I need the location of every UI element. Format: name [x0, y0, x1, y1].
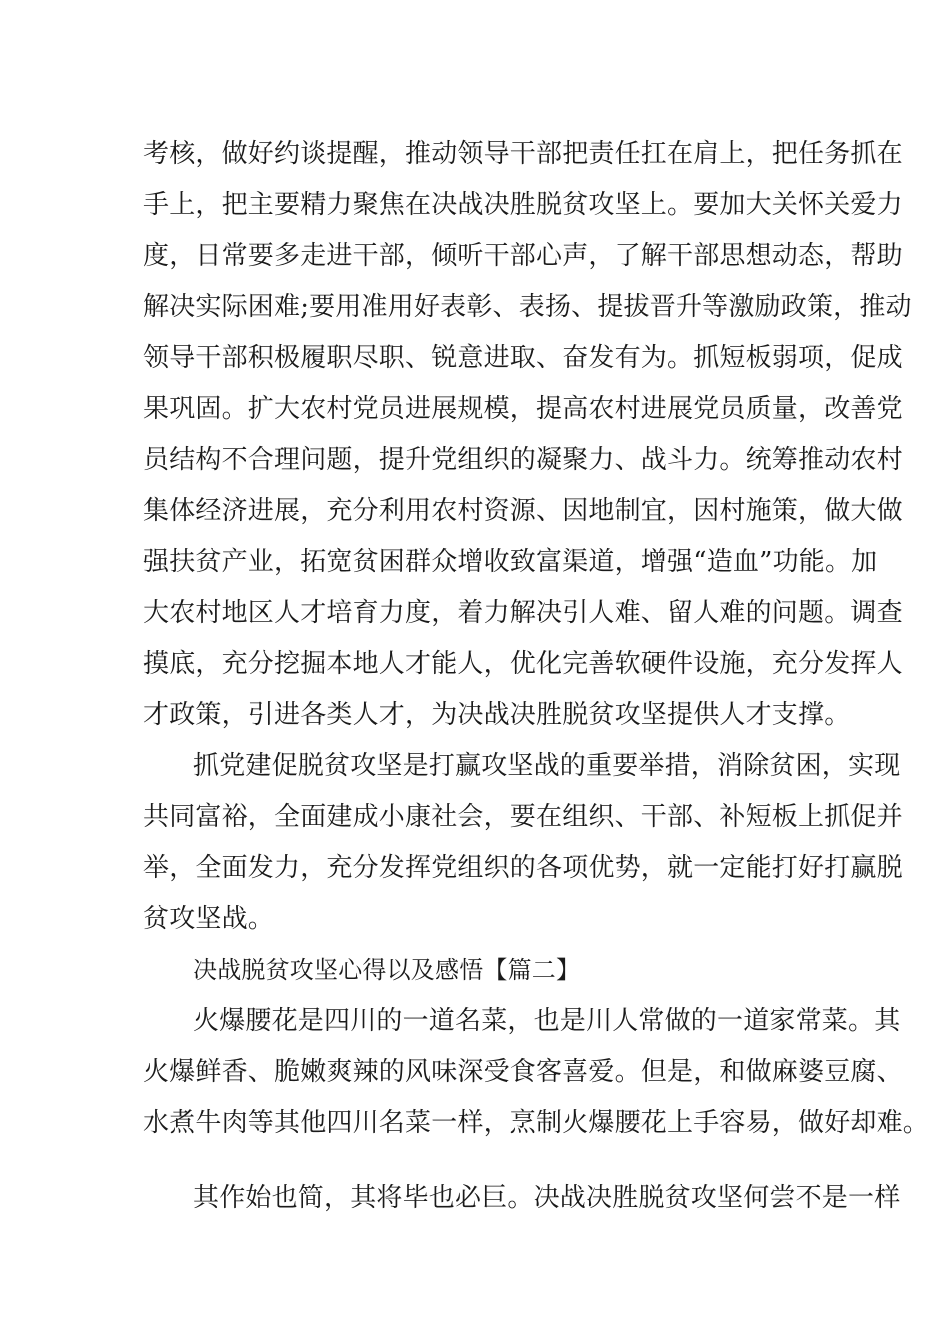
- section-heading: 决战脱贫攻坚心得以及感悟【篇二】: [193, 956, 581, 984]
- body-text-line: 摸底，充分挖掘本地人才能人，优化完善软硬件设施，充分发挥人: [143, 649, 903, 679]
- body-text-line: 手上，把主要精力聚焦在决战决胜脱贫攻坚上。要加大关怀关爱力: [143, 190, 903, 220]
- body-text-line: 员结构不合理问题，提升党组织的凝聚力、战斗力。统筹推动农村: [143, 445, 903, 475]
- body-text-line: 举，全面发力，充分发挥党组织的各项优势，就一定能打好打赢脱: [143, 853, 903, 883]
- body-text-line: 考核，做好约谈提醒，推动领导干部把责任扛在肩上，把任务抓在: [143, 139, 903, 169]
- body-text-line: 水煮牛肉等其他四川名菜一样，烹制火爆腰花上手容易，做好却难。: [143, 1108, 930, 1138]
- body-text-line: 共同富裕，全面建成小康社会，要在组织、干部、补短板上抓促并: [143, 802, 903, 832]
- paragraph-first-line: 其作始也简，其将毕也必巨。决战决胜脱贫攻坚何尝不是一样: [193, 1183, 901, 1213]
- paragraph-first-line: 火爆腰花是四川的一道名菜，也是川人常做的一道家常菜。其: [193, 1006, 901, 1036]
- body-text-line: 才政策，引进各类人才，为决战决胜脱贫攻坚提供人才支撑。: [143, 700, 851, 730]
- body-text-line: 果巩固。扩大农村党员进展规模，提高农村进展党员质量，改善党: [143, 394, 903, 424]
- body-text-line: 强扶贫产业，拓宽贫困群众增收致富渠道，增强“造血”功能。加: [143, 547, 878, 577]
- body-text-line: 大农村地区人才培育力度，着力解决引人难、留人难的问题。调查: [143, 598, 903, 628]
- body-text-line: 集体经济进展，充分利用农村资源、因地制宜，因村施策，做大做: [143, 496, 903, 526]
- body-text-line: 贫攻坚战。: [143, 904, 275, 934]
- body-text-line: 度，日常要多走进干部，倾听干部心声，了解干部思想动态，帮助: [143, 241, 903, 271]
- body-text-line: 火爆鲜香、脆嫩爽辣的风味深受食客喜爱。但是，和做麻婆豆腐、: [143, 1057, 903, 1087]
- paragraph-first-line: 抓党建促脱贫攻坚是打赢攻坚战的重要举措，消除贫困，实现: [193, 751, 901, 781]
- body-text-line: 领导干部积极履职尽职、锐意进取、奋发有为。抓短板弱项，促成: [143, 343, 903, 373]
- body-text-line: 解决实际困难;要用准用好表彰、表扬、提拔晋升等激励政策，推动: [143, 292, 912, 322]
